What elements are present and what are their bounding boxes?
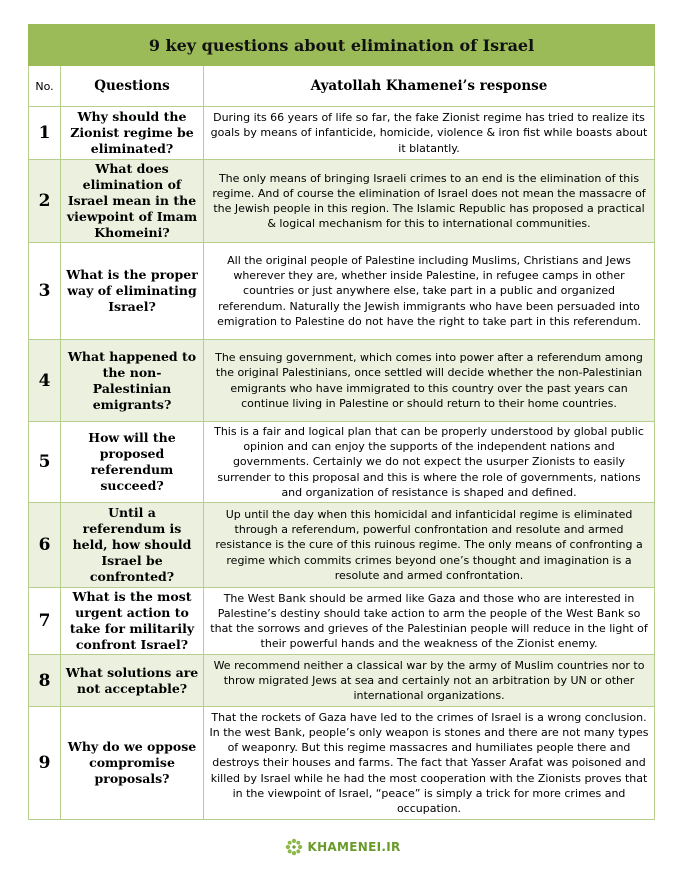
row-number: 4 — [29, 340, 61, 422]
row-number: 8 — [29, 655, 61, 707]
header-row — [29, 66, 655, 107]
row-answer: During its 66 years of life so far, the fake Zionist regime has tried to realize its goals by means of infanticide, homicide, violence & iron fist while boasts about it blatantly. — [204, 107, 655, 160]
row-question: What happened to the non-Palestinian emigrants? — [61, 340, 204, 422]
row-answer: The West Bank should be armed like Gaza and those who are interested in Palestine’s destiny should take action to arm the people of the West Bank so that the sorrows and grieves of the Palestinian people will reduce in the light of their powerful hands and the weakness of the Zionist enemy. — [204, 588, 655, 655]
row-answer: We recommend neither a classical war by the army of Muslim countries nor to throw migrated Jews at sea and certainly not an arbitration by UN or other international organizations. — [204, 655, 655, 707]
header-response: Ayatollah Khamenei’s response — [204, 66, 655, 107]
row-number: 6 — [29, 503, 61, 588]
table-row — [29, 340, 655, 422]
table-row — [29, 160, 655, 243]
row-number: 2 — [29, 160, 61, 243]
row-number: 7 — [29, 588, 61, 655]
table-row — [29, 503, 655, 588]
row-answer: Up until the day when this homicidal and infanticidal regime is eliminated through a referendum, powerful confrontation and resolute and armed resistance is the cure of this ruinous regime. The only means of confronting a regime which commits crimes beyond one’s thought and imagination is a resolute and armed confrontation. — [204, 503, 655, 588]
row-answer: This is a fair and logical plan that can be properly understood by global public opinion and can enjoy the supports of the independent nations and governments. Certainly we do not expect the usurper Zionists to easily surrender to this proposal and this is where the role of governments, nations and organization of resistance is shaped and defined. — [204, 422, 655, 503]
row-question: What is the most urgent action to take for militarily confront Israel? — [61, 588, 204, 655]
row-number: 5 — [29, 422, 61, 503]
row-question: What solutions are not acceptable? — [61, 655, 204, 707]
flower-emblem-icon — [285, 838, 303, 856]
row-answer: All the original people of Palestine including Muslims, Christians and Jews wherever they are, whether inside Palestine, in refugee camps in other countries or just anywhere else, take part in a public and organized referendum. Naturally the Jewish immigrants who have been persuaded into emigration to Palestine do not have the right to take part in this referendum. — [204, 243, 655, 340]
table-row — [29, 422, 655, 503]
row-answer: The ensuing government, which comes into power after a referendum among the original Palestinians, once settled will decide whether the non-Palestinian emigrants who have immigrated to this country over the past years can continue living in Palestine or should return to their home countries. — [204, 340, 655, 422]
row-question: What does elimination of Israel mean in the viewpoint of Imam Khomeini? — [61, 160, 204, 243]
questions-table — [28, 24, 655, 820]
table-row — [29, 655, 655, 707]
row-question: Why do we oppose compromise proposals? — [61, 707, 204, 820]
logo-text: KHAMENEI.IR — [307, 840, 401, 854]
table-row — [29, 107, 655, 160]
row-question: What is the proper way of eliminating Israel? — [61, 243, 204, 340]
table-row — [29, 243, 655, 340]
header-questions: Questions — [61, 66, 204, 107]
table-row — [29, 707, 655, 820]
row-question: How will the proposed referendum succeed? — [61, 422, 204, 503]
page-title: 9 key questions about elimination of Israel — [29, 25, 655, 66]
row-question: Why should the Zionist regime be eliminated? — [61, 107, 204, 160]
header-no: No. — [29, 66, 61, 107]
row-answer: The only means of bringing Israeli crimes to an end is the elimination of this regime. And of course the elimination of Israel does not mean the massacre of the Jewish people in this region. The Islamic Republic has proposed a practical & logical mechanism for this to international communities. — [204, 160, 655, 243]
row-number: 9 — [29, 707, 61, 820]
row-number: 1 — [29, 107, 61, 160]
row-question: Until a referendum is held, how should Israel be confronted? — [61, 503, 204, 588]
row-answer: That the rockets of Gaza have led to the crimes of Israel is a wrong conclusion. In the west Bank, people’s only weapon is stones and there are not many types of weaponry. But this regime massacres and humiliates people there and destroys their houses and farms. The fact that Yasser Arafat was poisoned and killed by Israel while he had the most cooperation with the Zionists proves that in the viewpoint of Israel, “peace” is simply a trick for more crimes and occupation. — [204, 707, 655, 820]
table-row — [29, 588, 655, 655]
row-number: 3 — [29, 243, 61, 340]
title-row — [29, 25, 655, 66]
footer-logo[interactable] — [0, 836, 686, 858]
